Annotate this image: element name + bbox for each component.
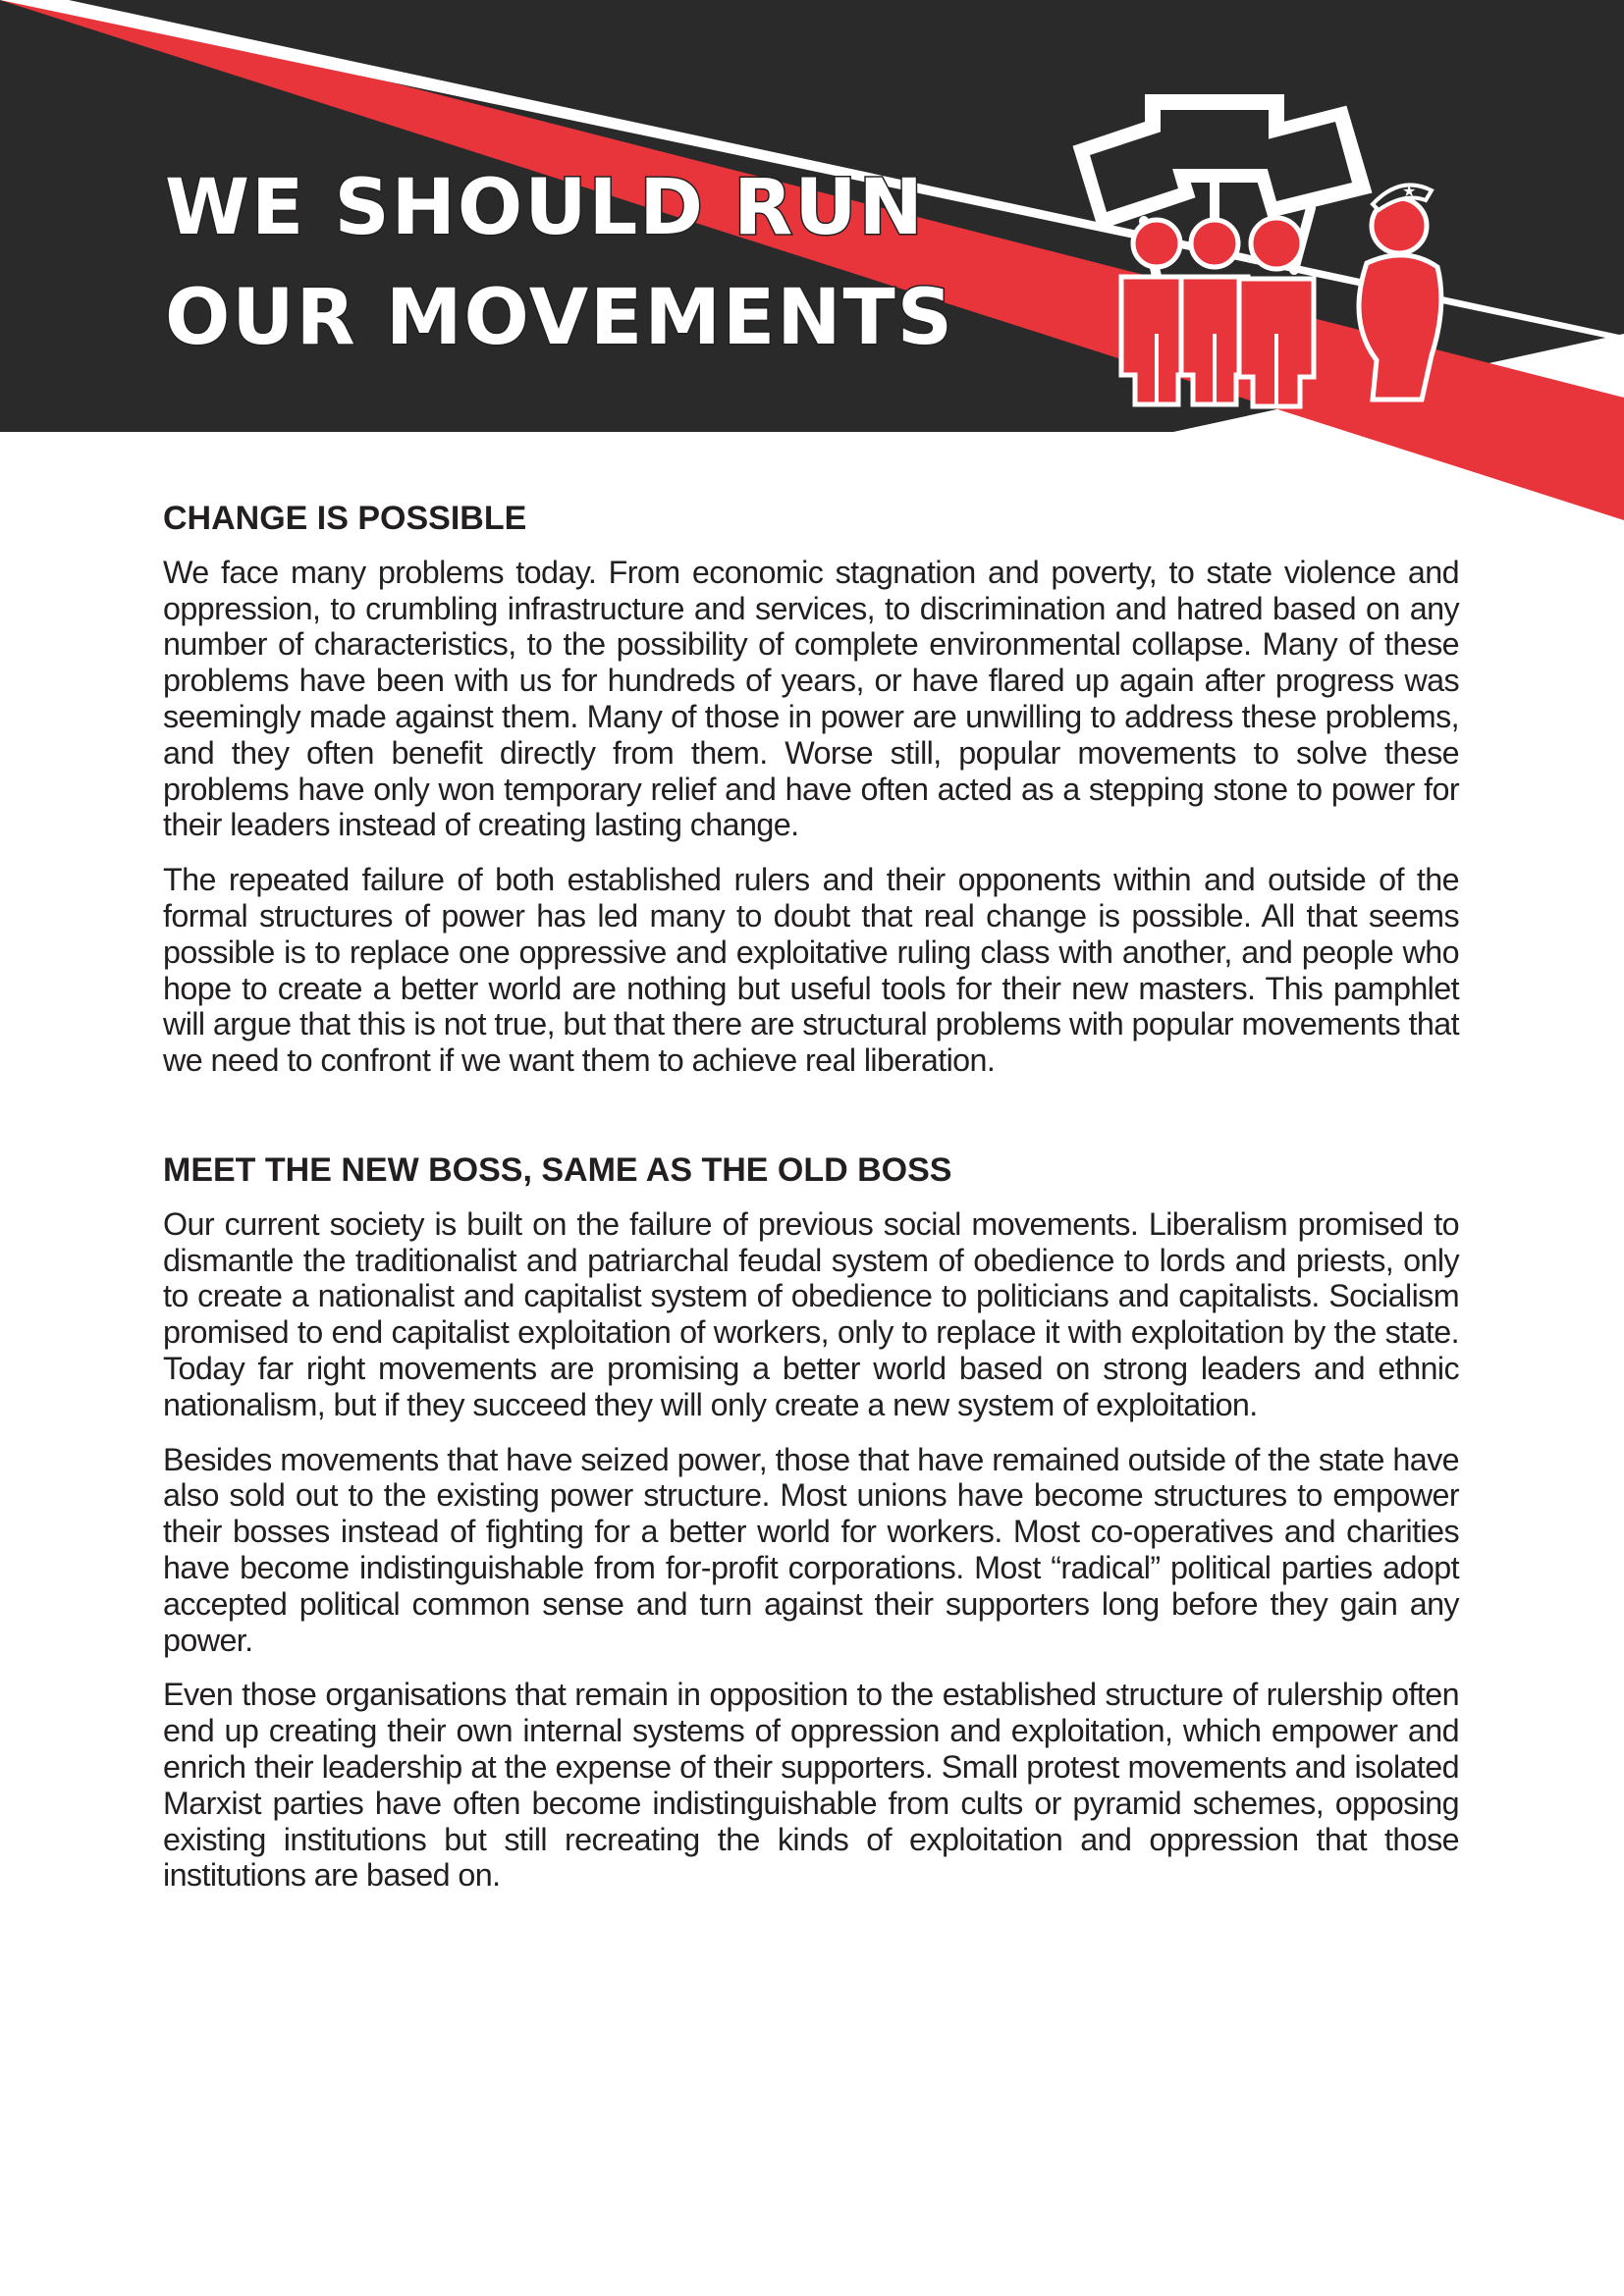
paragraph: Our current society is built on the failure of previous social movements. Liberalism promised to dismantle the traditionalist and patriarchal feudal system of obedience to lords and priests, only to create a nationalist and capitalist system of obedience to politicians and capitalists. Socialism promised to end capitalist exploitation of workers, only to replace it with exploitation by the state. Today far right movements are promising a better world based on strong leaders and ethnic nationalism, but if they succeed they will only create a new system of exploitation. — [163, 1205, 1459, 1422]
title-line-1: WE SHOULD RUN — [165, 164, 925, 252]
header-banner — [0, 0, 1624, 520]
section-heading: MEET THE NEW BOSS, SAME AS THE OLD BOSS — [163, 1150, 952, 1189]
section-meet-the-new-boss — [163, 1150, 1459, 1894]
header-graphic — [0, 0, 1624, 520]
title-line-2: OUR MOVEMENTS — [165, 274, 954, 362]
svg-text:★: ★ — [1402, 182, 1417, 200]
section-change-is-possible — [163, 499, 1459, 1079]
paragraph: Besides movements that have seized power, those that have remained outside of the state have also sold out to the existing power structure. Most unions have become structures to empower their bosses instead of fighting for a better world for workers. Most co-operatives and charities have become indistinguishable from for-profit corporations. Most “radical” political parties adopt accepted political common sense and turn against their supporters long before they gain any power. — [163, 1441, 1459, 1658]
paragraph: We face many problems today. From economic stagnation and poverty, to state violence and oppression, to crumbling infrastructure and services, to discrimination and hatred based on any number of characteristics, to the possibility of complete environmental collapse. Many of these problems have been with us for hundreds of years, or have flared up again after progress was seemingly made against them. Many of those in power are unwilling to address these problems, and they often benefit directly from them. Worse still, popular movements to solve these problems have only won temporary relief and have often acted as a stepping stone to power for their leaders instead of creating lasting change. — [163, 554, 1459, 843]
main-content — [163, 499, 1459, 1912]
paragraph: The repeated failure of both established rulers and their opponents within and outside of the formal structures of power has led many to doubt that real change is possible. All that seems possible is to replace one oppressive and exploitative ruling class with another, and people who hope to create a better world are nothing but useful tools for their new masters. This pamphlet will argue that this is not true, but that there are structural problems with popular movements that we need to confront if we want them to achieve real liberation. — [163, 862, 1459, 1079]
section-heading: CHANGE IS POSSIBLE — [163, 500, 527, 537]
paragraph: Even those organisations that remain in opposition to the established structure of rulership often end up creating their own internal systems of oppression and exploitation, which empower and enrich their leadership at the expense of their supporters. Small protest movements and isolated Marxist parties have often become indistinguishable from cults or pyramid schemes, opposing existing institutions but still recreating the kinds of exploitation and oppression that those institutions are based on. — [163, 1677, 1459, 1894]
